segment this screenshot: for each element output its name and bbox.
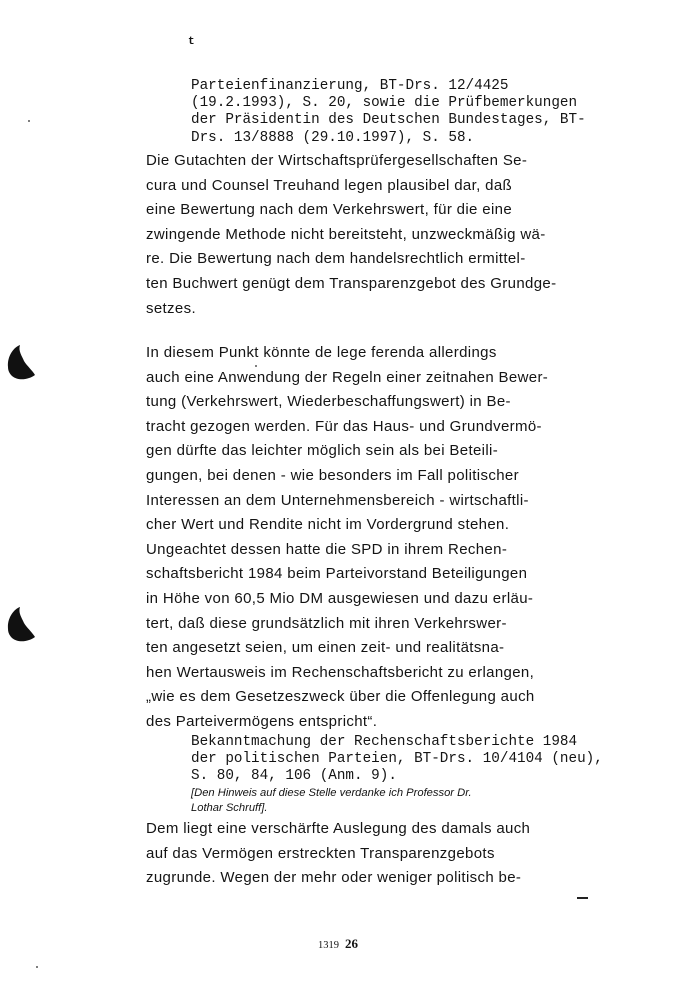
footnote-annotation: [Den Hinweis auf diese Stelle verdanke ich Professor Dr. xyxy=(191,786,472,799)
text-line: ten angesetzt seien, um einen zeit- und realitätsna- xyxy=(146,639,505,657)
footnote-line: (19.2.1993), S. 20, sowie die Prüfbemerkungen xyxy=(191,95,578,112)
text-line: tracht gezogen werden. Für das Haus- und Grundvermö- xyxy=(146,417,542,435)
text-line: gen dürfte das leichter möglich sein als bei Beteili- xyxy=(146,442,499,460)
punch-hole-icon xyxy=(4,603,38,647)
footnote-line: S. 80, 84, 106 (Anm. 9). xyxy=(191,768,397,785)
footnote-line: Bekanntmachung der Rechenschaftsberichte 1984 xyxy=(191,734,578,750)
footnote-line: der Präsidentin des Deutschen Bundestages, BT- xyxy=(191,112,586,129)
text-line: eine Bewertung nach dem Verkehrswert, für die eine xyxy=(146,201,513,219)
text-line: zwingende Methode nicht bereitsteht, unzweckmäßig wä- xyxy=(146,225,546,243)
text-line: zugrunde. Wegen der mehr oder weniger politisch be- xyxy=(146,869,522,887)
text-line: tert, daß diese grundsätzlich mit ihren Verkehrswer- xyxy=(146,614,507,632)
body-paragraph-3 xyxy=(146,817,616,891)
text-line: in Höhe von 60,5 Mio DM ausgewiesen und dazu erläu- xyxy=(146,589,534,607)
text-line: Die Gutachten der Wirtschaftsprüfergesellschaften Se- xyxy=(146,152,528,169)
body-paragraph-1 xyxy=(146,149,616,321)
scan-speck xyxy=(28,120,30,122)
punch-hole-icon xyxy=(4,341,38,385)
text-line: „wie es dem Gesetzeszweck über die Offenlegung auch xyxy=(146,688,535,706)
footnote-annotation: Lothar Schruff]. xyxy=(191,802,268,815)
text-line: cher Wert und Rendite nicht im Vordergrund stehen. xyxy=(146,516,510,534)
page-number-document: 26 xyxy=(345,936,358,951)
text-line: cura und Counsel Treuhand legen plausibel dar, daß xyxy=(146,176,513,194)
text-line: Interessen an dem Unternehmensbereich - wirtschaftli- xyxy=(146,491,529,509)
footnote-line: Parteienfinanzierung, BT-Drs. 12/4425 xyxy=(191,78,509,94)
text-line: Ungeachtet dessen hatte die SPD in ihrem Rechen- xyxy=(146,540,508,558)
scan-speck xyxy=(36,966,38,968)
body-paragraph-2 xyxy=(146,341,616,735)
footnote-line: der politischen Parteien, BT-Drs. 10/4104 (neu), xyxy=(191,751,603,768)
footnote-line: Drs. 13/8888 (29.10.1997), S. 58. xyxy=(191,129,475,146)
text-line: auch eine Anwendung der Regeln einer zeitnahen Bewer- xyxy=(146,368,549,386)
text-line: ten Buchwert genügt dem Transparenzgebot des Grundge- xyxy=(146,274,557,292)
text-line: schaftsbericht 1984 beim Parteivorstand Beteiligungen xyxy=(146,565,528,583)
scan-speck xyxy=(255,365,257,367)
text-line: setzes. xyxy=(146,299,196,317)
trailing-hyphen-mark xyxy=(577,897,588,899)
text-line: hen Wertausweis im Rechenschaftsbericht zu erlangen, xyxy=(146,663,535,681)
page-number xyxy=(318,935,358,953)
text-line: auf das Vermögen erstreckten Transparenzgebots xyxy=(146,844,495,862)
text-line: In diesem Punkt könnte de lege ferenda allerdings xyxy=(146,344,497,361)
text-line: gungen, bei denen - wie besonders im Fall politischer xyxy=(146,466,519,484)
top-stray-mark: t xyxy=(188,36,195,48)
text-line: tung (Verkehrswert, Wiederbeschaffungswert) in Be- xyxy=(146,393,511,411)
text-line: re. Die Bewertung nach dem handelsrechtlich ermittel- xyxy=(146,250,526,268)
footnote-top xyxy=(191,78,611,147)
text-line: des Parteivermögens entspricht“. xyxy=(146,712,378,730)
footnote-mid xyxy=(191,734,621,817)
page-number-archive: 1319 xyxy=(318,940,339,951)
text-line: Dem liegt eine verschärfte Auslegung des damals auch xyxy=(146,820,531,837)
